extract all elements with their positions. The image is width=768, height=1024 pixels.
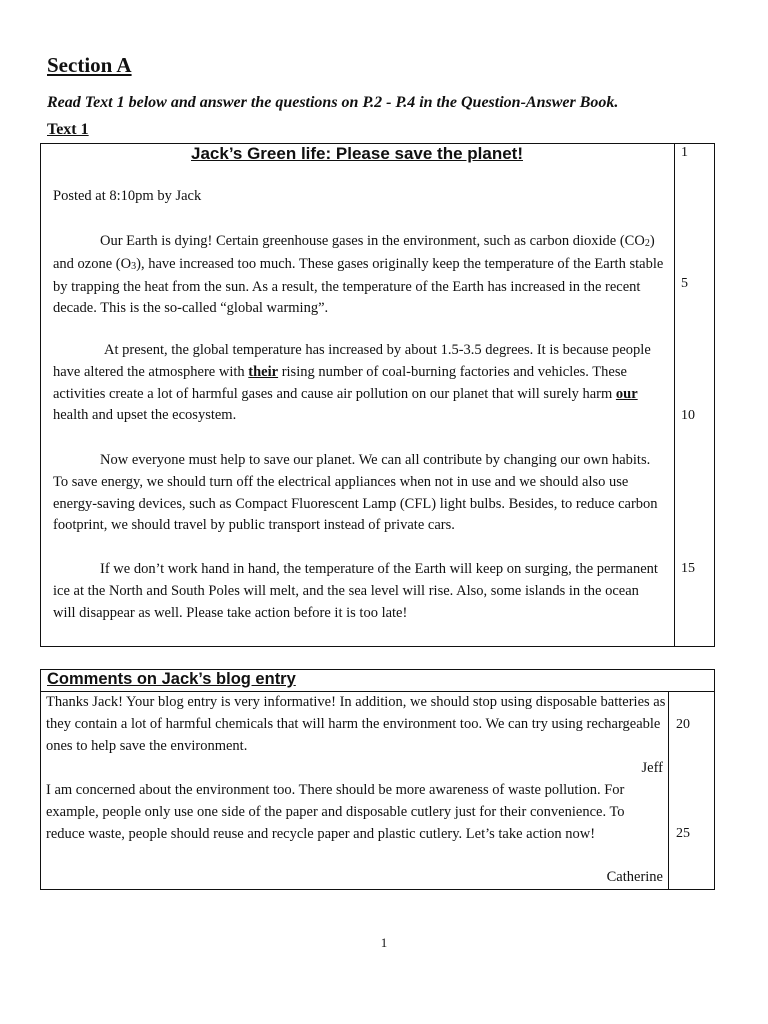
comments-column-divider bbox=[668, 691, 669, 890]
article-paragraph-4: If we don’t work hand in hand, the temperature of the Earth will keep on surging, the permanent ice at the North and South Poles will melt, and the sea level will rise. Also, some islands in the ocean will disappear as well. Please take action before it is too late! bbox=[53, 561, 658, 621]
line-number: 10 bbox=[681, 408, 695, 423]
comment-author-catherine: Catherine bbox=[606, 869, 663, 885]
instruction-text: Read Text 1 below and answer the questions on P.2 - P.4 in the Question-Answer Book. bbox=[47, 94, 619, 111]
text-label: Text 1 bbox=[47, 121, 89, 138]
emphasis-our: our bbox=[615, 385, 638, 402]
emphasis-their: their bbox=[248, 363, 279, 380]
line-number: 1 bbox=[681, 145, 688, 160]
section-title: Section A bbox=[47, 53, 132, 77]
article-column-divider bbox=[674, 143, 675, 647]
article-title: Jack’s Green life: Please save the planet! bbox=[191, 144, 523, 163]
posted-line: Posted at 8:10pm by Jack bbox=[53, 188, 202, 204]
line-number: 15 bbox=[681, 561, 695, 576]
comments-title: Comments on Jack’s blog entry bbox=[47, 670, 296, 688]
comment-catherine: I am concerned about the environment too. There should be more awareness of waste pollution. For example, people only use one side of the paper and disposable cutlery just for their convenience. To reduce waste, people should reuse and recycle paper and plastic cutlery. Let’s take action now! bbox=[46, 782, 625, 842]
line-number: 25 bbox=[676, 826, 690, 841]
article-paragraph-2: At present, the global temperature has increased by about 1.5-3.5 degrees. It is because people have altered the atmosphere with their rising number of coal-burning factories and vehicles. These activities create a lot of harmful gases and cause air pollution on our planet that will surely harm our health and upset the ecosystem. bbox=[53, 342, 651, 424]
page-number: 1 bbox=[380, 935, 388, 950]
comment-jeff: Thanks Jack! Your blog entry is very informative! In addition, we should stop using disposable batteries as they contain a lot of harmful chemicals that will harm the environment too. We can try using rechargeable ones to help save the environment. bbox=[46, 694, 666, 754]
article-paragraph-1: Our Earth is dying! Certain greenhouse gases in the environment, such as carbon dioxide (CO2) and ozone (O3), have increased too much. These gases originally keep the temperature of the Earth stable by trapping the heat from the sun. As a result, the temperature of the Earth has increased in the recent decade. This is the so-called “global warming”. bbox=[53, 233, 664, 317]
line-number: 5 bbox=[681, 276, 688, 291]
comment-author-jeff: Jeff bbox=[641, 760, 663, 776]
article-paragraph-3: Now everyone must help to save our planet. We can all contribute by changing our own habits. To save energy, we should turn off the electrical appliances when not in use and we should also use energy-saving devices, such as Compact Fluorescent Lamp (CFL) light bulbs. Besides, to reduce carbon footprint, we should travel by public transport instead of private cars. bbox=[53, 452, 658, 534]
line-number: 20 bbox=[676, 717, 690, 732]
